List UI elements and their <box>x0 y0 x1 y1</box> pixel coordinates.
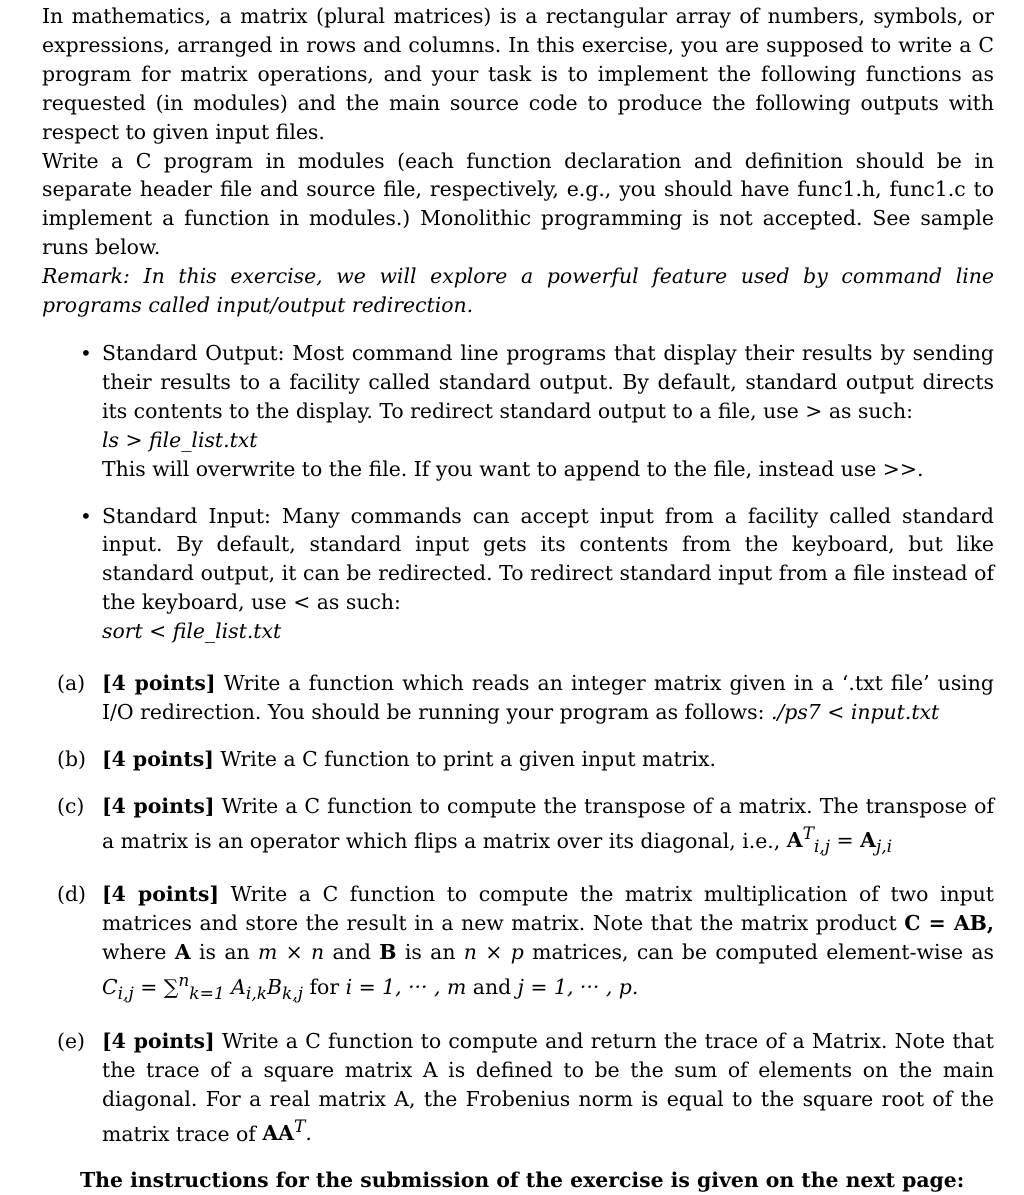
aat-formula: $AA^T$. <box>262 1117 312 1146</box>
standard-output-command: ls > file_list.txt <box>102 427 258 452</box>
part-e <box>57 1027 995 1148</box>
points-label: [4 points] <box>102 671 216 696</box>
standard-input-command: sort < file_list.txt <box>102 619 282 644</box>
part-d-text-6: matrices, can be computed element-wise as <box>532 940 994 965</box>
part-d-text-1: Write a C function to compute the matrix multiplication of two input matrices and store the result in a new matrix. Note that the matrix product <box>102 882 994 936</box>
part-label: (c) <box>57 793 85 818</box>
standard-input-text: Standard Input: Many commands can accept input from a facility called standard input. By default, standard input gets its contents from the keyboard, but like standard output, it can be redirected. To redirect standard input from a file instead of the keyboard, use < as such: <box>102 503 994 615</box>
intro-text: In mathematics, a matrix (plural matrices) is a rectangular array of numbers, symbols, or expressions, arranged in rows and columns. In this exercise, you are supposed to write a C program for matrix operations, and your task is to implement the following functions as requested (in modules) and the main source code to produce the following outputs with respect to given input files. <box>42 4 994 144</box>
part-label: (d) <box>57 882 86 907</box>
part-d-text-7: for <box>309 974 340 999</box>
part-a-command: ./ps7 < input.txt <box>770 699 940 724</box>
instructions-text: Write a C program in modules (each function declaration and definition should be in separate header file and source file, respectively, e.g., you should have func1.h, func1.c to implement a function in modules.) Monolithic programming is not accepted. See sample runs below. <box>42 148 994 260</box>
part-d <box>57 880 994 1009</box>
bullet-dot-icon: • <box>80 340 92 365</box>
product-formula: C = AB, <box>904 911 994 936</box>
part-label: (b) <box>57 746 86 771</box>
part-b-text: Write a C function to print a given input matrix. <box>220 746 716 771</box>
bullet-standard-input <box>80 502 994 647</box>
part-c-text: Write a C function to compute the transpose of a matrix. The transpose of a matrix is an operator which flips a matrix over its diagonal, i.e., <box>102 793 995 853</box>
part-d-text-3: is an <box>198 940 250 965</box>
matrix-b-symbol: B <box>379 940 397 965</box>
submission-note: The instructions for the submission of the exercise is given on the next page: <box>80 1168 965 1193</box>
transpose-formula: $A^T_{i,j} = A_{j,i}$ <box>786 824 893 858</box>
task-parts-list <box>42 669 994 1148</box>
index-range-i: i = 1, ··· , m <box>345 974 467 999</box>
part-label: (a) <box>57 671 86 696</box>
redirection-bullet-list <box>42 339 994 646</box>
part-a <box>57 669 994 727</box>
part-d-text-4: and <box>332 940 371 965</box>
points-label: [4 points] <box>102 746 214 771</box>
part-c <box>57 792 995 863</box>
part-d-text-5: is an <box>404 940 456 965</box>
bullet-standard-output <box>80 339 994 484</box>
part-d-text-8: and <box>472 974 512 999</box>
intro-paragraph <box>42 2 994 320</box>
points-label: [4 points] <box>102 1028 215 1053</box>
dimension-m-by-n: m × n <box>257 940 325 965</box>
points-label: [4 points] <box>102 793 215 818</box>
element-wise-formula: $C_{i,j} = \sum^n_{k=1}$ $A_{i,k}B_{k,j}$ <box>102 971 304 1005</box>
part-e-text: Write a C function to compute and return the trace of a Matrix. Note that the trace of a square matrix A is defined to be the sum of elements on the main diagonal. For a real matrix A, the Frobenius norm is equal to the square root of the matrix trace of <box>102 1028 995 1146</box>
part-b <box>57 745 994 774</box>
bullet-dot-icon: • <box>80 503 92 528</box>
remark-text: Remark: In this exercise, we will explore a powerful feature used by command line programs called input/output redirection. <box>42 264 994 318</box>
part-a-text: Write a function which reads an integer matrix given in a ‘.txt file’ using I/O redirection. You should be running your program as follows: <box>102 671 994 724</box>
matrix-a-symbol: A <box>174 940 191 965</box>
standard-output-note: This will overwrite to the file. If you want to append to the file, instead use >>. <box>102 456 924 481</box>
dimension-n-by-p: n × p <box>463 940 524 965</box>
standard-output-text: Standard Output: Most command line programs that display their results by sending their results to a facility called standard output. By default, standard output directs its contents to the display. To redirect standard output to a file, use > as such: <box>102 340 994 423</box>
points-label: [4 points] <box>102 882 220 907</box>
part-d-text-2: where <box>102 940 167 965</box>
index-range-j: j = 1, ··· , p. <box>517 974 639 999</box>
part-label: (e) <box>57 1028 85 1053</box>
